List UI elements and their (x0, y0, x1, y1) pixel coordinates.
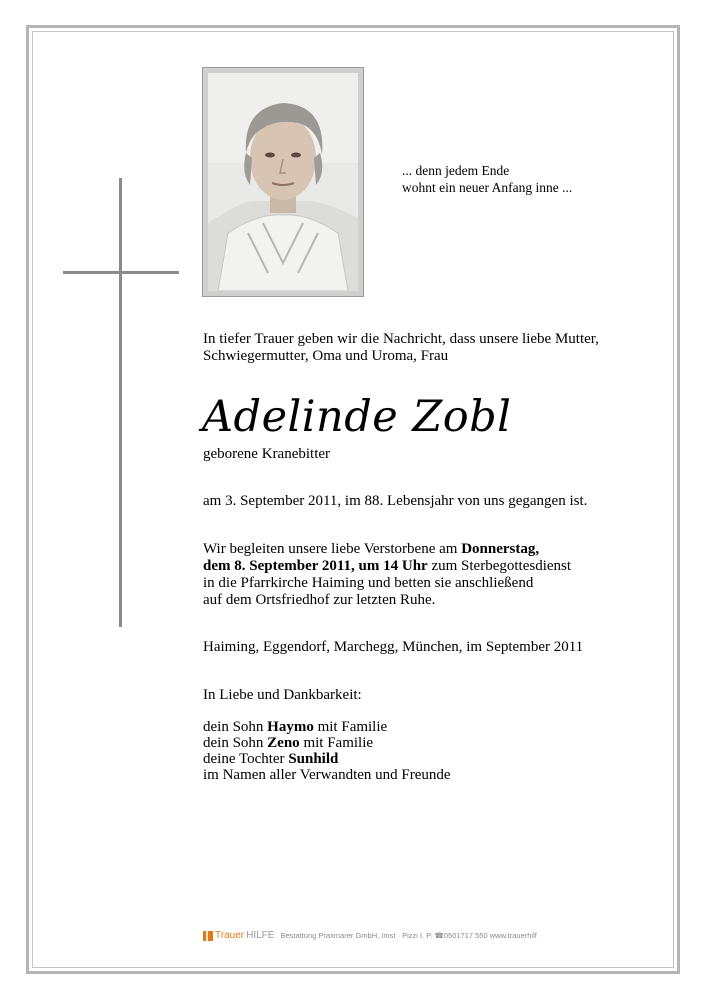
mourner-name: Sunhild (288, 751, 339, 767)
mourner-suffix: mit Familie (313, 719, 388, 735)
death-notice: am 3. September 2011, im 88. Lebensjahr von uns gegangen ist. (203, 493, 588, 509)
intro-line-2: Schwiegermutter, Oma und Uroma, Frau (203, 348, 449, 364)
closing-line: In Liebe und Dankbarkeit: (203, 687, 362, 703)
funeral-line-1 (203, 541, 539, 559)
place-date: Haiming, Eggendorf, Marchegg, München, im September 2011 (203, 639, 584, 655)
funeral-line-3: in die Pfarrkirche Haiming und betten sie anschließend (203, 575, 534, 591)
cross-icon-horizontal (63, 271, 179, 274)
funeral-line-4: auf dem Ortsfriedhof zur letzten Ruhe. (203, 592, 436, 608)
deceased-name: Adelinde Zobl (202, 392, 512, 442)
mourner-name: Zeno (267, 735, 300, 751)
intro-line-1: In tiefer Trauer geben wir die Nachricht, dass unsere liebe Mutter, (203, 331, 599, 347)
portrait-frame (202, 67, 364, 297)
portrait-photo (208, 73, 358, 291)
mourner-line (203, 751, 338, 769)
mourner-prefix: dein Sohn (203, 719, 268, 735)
mourner-line (203, 735, 373, 753)
mourner-line (203, 719, 387, 737)
funeral-line-2 (203, 558, 571, 576)
quote-line-2: wohnt ein neuer Anfang inne ... (402, 180, 573, 195)
footer (203, 930, 537, 941)
quote (402, 162, 572, 196)
mourner-name: Haymo (267, 719, 314, 735)
logo-text-part-1: Trauer (215, 930, 245, 941)
logo-icon (203, 931, 213, 941)
logo-text-part-2: HILFE (246, 930, 275, 941)
mourner-prefix: dein Sohn (203, 735, 268, 751)
funeral-day: Donnerstag, (461, 541, 540, 557)
funeral-date-time: dem 8. September 2011, um 14 Uhr (203, 558, 428, 574)
mourner-prefix: im Namen aller Verwandten und Freunde (203, 767, 451, 783)
cross-icon-vertical (119, 178, 122, 627)
funeral-line-2-text: zum Sterbegottesdienst (427, 558, 572, 574)
mourner-suffix: mit Familie (299, 735, 374, 751)
quote-line-1: ... denn jedem Ende (402, 163, 510, 178)
mourner-prefix: deine Tochter (203, 751, 289, 767)
mourner-line (203, 767, 451, 785)
funeral-line-1-text: Wir begleiten unsere liebe Verstorbene am (203, 541, 462, 557)
footer-text: Bestattung Praxmarer GmbH, Imst · Pizzi I. P. ☎0501717 550 www.trauerhilf (280, 931, 537, 940)
trauerhilfe-logo (203, 930, 274, 941)
maiden-name: geborene Kranebitter (203, 446, 331, 462)
